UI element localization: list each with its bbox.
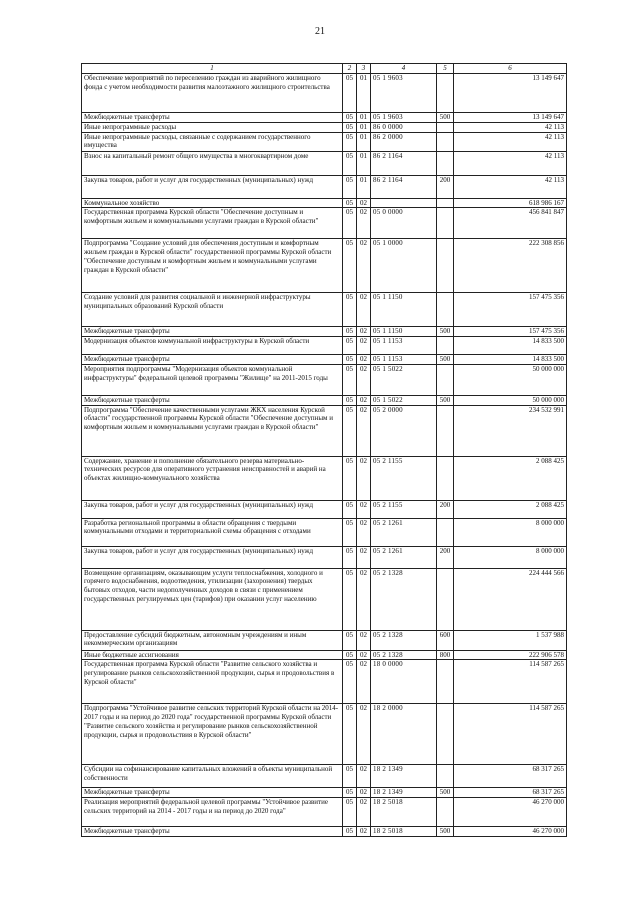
row-subsection: 02 [357,405,371,456]
row-name: Межбюджетные трансферты [82,355,343,365]
row-section: 05 [343,798,357,827]
row-name: Возмещение организациям, оказывающим услуги теплоснабжения, холодного и горячего водоснабжения, водоотведения, утилизации (захоронения) твердых бытовых отходов, части недополученных доходов в связи с применением государственных регулируемых цен (тарифов) при оказании услуг населению [82,568,343,630]
row-subsection: 02 [357,704,371,765]
row-subsection: 01 [357,151,371,175]
row-target-article: 18 2 5018 [371,827,437,837]
row-section: 05 [343,337,357,355]
row-subsection: 02 [357,630,371,650]
row-expense-type [437,456,454,500]
row-subsection: 01 [357,73,371,112]
row-name: Межбюджетные трансферты [82,112,343,122]
row-target-article [371,198,437,208]
row-expense-type: 800 [437,650,454,660]
row-amount: 224 444 566 [454,568,567,630]
table-row [82,293,567,327]
row-amount: 114 587 265 [454,704,567,765]
table-row [82,151,567,175]
table-row [82,239,567,293]
row-subsection: 02 [357,660,371,704]
row-expense-type: 500 [437,827,454,837]
row-subsection: 02 [357,568,371,630]
page-number: 21 [315,26,325,37]
row-target-article: 05 1 1150 [371,327,437,337]
table-row [82,132,567,151]
row-section: 05 [343,355,357,365]
row-subsection: 02 [357,293,371,327]
table-row [82,327,567,337]
row-target-article: 05 2 1328 [371,630,437,650]
row-name: Создание условий для развития социальной и инженерной инфраструктуры муниципальных образований Курской области [82,293,343,327]
row-amount: 456 841 847 [454,208,567,239]
row-name: Межбюджетные трансферты [82,788,343,798]
row-section: 05 [343,122,357,132]
table-row [82,73,567,112]
row-amount: 13 149 647 [454,112,567,122]
row-amount: 14 833 500 [454,337,567,355]
row-expense-type [437,293,454,327]
row-name: Иные непрограммные расходы, связанные с содержанием государственного имущества [82,132,343,151]
table-row [82,175,567,198]
row-target-article: 05 2 1155 [371,500,437,518]
row-section: 05 [343,568,357,630]
row-amount: 618 986 167 [454,198,567,208]
row-expense-type [437,208,454,239]
row-amount: 68 317 265 [454,765,567,788]
row-section: 05 [343,364,357,395]
row-section: 05 [343,73,357,112]
table-row [82,660,567,704]
table-row [82,765,567,788]
row-amount: 42 113 [454,175,567,198]
row-section: 05 [343,650,357,660]
table-row [82,456,567,500]
table-row [82,798,567,827]
row-name: Иные непрограммные расходы [82,122,343,132]
row-subsection: 02 [357,798,371,827]
row-section: 05 [343,208,357,239]
row-section: 05 [343,112,357,122]
row-expense-type [437,132,454,151]
row-subsection: 01 [357,112,371,122]
row-subsection: 02 [357,395,371,405]
row-name: Межбюджетные трансферты [82,827,343,837]
row-name: Межбюджетные трансферты [82,395,343,405]
row-target-article: 86 2 1164 [371,175,437,198]
row-target-article: 05 2 1328 [371,650,437,660]
row-name: Государственная программа Курской области "Обеспечение доступным и комфортным жильем и коммунальными услугами граждан в Курской области" [82,208,343,239]
table-row [82,518,567,546]
row-amount: 42 113 [454,122,567,132]
table-header-row [82,64,567,74]
row-expense-type [437,518,454,546]
row-amount: 50 000 000 [454,395,567,405]
row-subsection: 02 [357,788,371,798]
row-section: 05 [343,327,357,337]
table-row [82,198,567,208]
row-section: 05 [343,546,357,568]
row-target-article: 05 1 1153 [371,337,437,355]
row-amount: 2 088 425 [454,500,567,518]
row-name: Подпрограмма "Создание условий для обеспечения доступным и комфортным жильем граждан в Курской области" государственной программы Курской области "Обеспечение доступным и комфортным жильем и коммунальными услугами граждан в Курской области" [82,239,343,293]
row-name: Обеспечение мероприятий по переселению граждан из аварийного жилищного фонда с учетом необходимости развития малоэтажного жилищного строительства [82,73,343,112]
row-target-article: 18 0 0000 [371,660,437,704]
row-amount: 157 475 356 [454,327,567,337]
row-subsection: 01 [357,122,371,132]
row-subsection: 02 [357,337,371,355]
row-section: 05 [343,788,357,798]
table-row [82,704,567,765]
row-name: Закупка товаров, работ и услуг для государственных (муниципальных) нужд [82,546,343,568]
table-row [82,788,567,798]
row-name: Предоставление субсидий бюджетным, автономным учреждениям и иным некоммерческим организациям [82,630,343,650]
row-expense-type: 500 [437,327,454,337]
row-amount: 234 532 991 [454,405,567,456]
row-expense-type [437,765,454,788]
table-row [82,546,567,568]
budget-table [81,63,567,837]
row-amount: 222 308 856 [454,239,567,293]
row-expense-type: 600 [437,630,454,650]
row-target-article: 18 2 5018 [371,798,437,827]
row-target-article: 05 1 0000 [371,239,437,293]
row-name: Модернизация объектов коммунальной инфраструктуры в Курской области [82,337,343,355]
row-target-article: 05 2 0000 [371,405,437,456]
row-target-article: 05 2 1261 [371,518,437,546]
row-target-article: 05 2 1155 [371,456,437,500]
row-subsection: 02 [357,355,371,365]
row-name: Подпрограмма "Устойчивое развитие сельских территорий Курской области на 2014-2017 годы и на период до 2020 года" государственной программы Курской области "Развитие сельского хозяйства и регулирование рынков сельскохозяйственной продукции, сырья и продовольствия в Курской области" [82,704,343,765]
table-row [82,500,567,518]
row-name: Государственная программа Курской области "Развитие сельского хозяйства и регулирование рынков сельскохозяйственной продукции, сырья и продовольствия в Курской области" [82,660,343,704]
row-name: Закупка товаров, работ и услуг для государственных (муниципальных) нужд [82,500,343,518]
table-row [82,337,567,355]
row-expense-type: 500 [437,395,454,405]
row-name: Подпрограмма "Обеспечение качественными услугами ЖКХ населения Курской области" государственной программы Курской области "Обеспечение доступным и комфортным жильем и коммунальными услугами граждан в Курской области" [82,405,343,456]
table-row [82,630,567,650]
row-subsection: 01 [357,132,371,151]
row-expense-type [437,660,454,704]
row-amount: 114 587 265 [454,660,567,704]
row-expense-type [437,405,454,456]
row-target-article: 18 2 1349 [371,765,437,788]
row-target-article: 86 2 0000 [371,132,437,151]
row-section: 05 [343,456,357,500]
row-section: 05 [343,175,357,198]
table-row [82,364,567,395]
row-expense-type [437,364,454,395]
row-expense-type: 500 [437,788,454,798]
row-subsection: 02 [357,546,371,568]
row-subsection: 02 [357,198,371,208]
row-subsection: 02 [357,327,371,337]
row-amount: 157 475 356 [454,293,567,327]
row-subsection: 02 [357,364,371,395]
row-amount: 222 906 578 [454,650,567,660]
row-target-article: 05 1 9603 [371,112,437,122]
row-expense-type [437,239,454,293]
row-target-article: 86 2 1164 [371,151,437,175]
row-section: 05 [343,405,357,456]
row-expense-type [437,198,454,208]
header-col-name: 1 [82,64,343,74]
row-section: 05 [343,395,357,405]
row-amount: 2 088 425 [454,456,567,500]
row-name: Разработка региональной программы в области обращения с твердыми коммунальными отходами и территориальной схемы обращения с отходами [82,518,343,546]
table-row [82,827,567,837]
row-amount: 42 113 [454,132,567,151]
row-target-article: 05 1 9603 [371,73,437,112]
row-name: Межбюджетные трансферты [82,327,343,337]
row-expense-type: 200 [437,546,454,568]
row-name: Реализация мероприятий федеральной целевой программы "Устойчивое развитие сельских территорий на 2014 - 2017 годы и на период до 2020 года" [82,798,343,827]
row-target-article: 18 2 0000 [371,704,437,765]
row-target-article: 05 1 1150 [371,293,437,327]
row-expense-type [437,568,454,630]
row-amount: 13 149 647 [454,73,567,112]
row-target-article: 05 0 0000 [371,208,437,239]
row-amount: 1 537 988 [454,630,567,650]
row-expense-type [437,704,454,765]
row-target-article: 05 1 5022 [371,395,437,405]
row-target-article: 05 2 1261 [371,546,437,568]
row-section: 05 [343,827,357,837]
row-target-article: 05 2 1328 [371,568,437,630]
row-section: 05 [343,293,357,327]
row-subsection: 02 [357,239,371,293]
table-row [82,112,567,122]
row-amount: 14 833 500 [454,355,567,365]
row-section: 05 [343,500,357,518]
row-target-article: 86 0 0000 [371,122,437,132]
row-name: Коммунальное хозяйство [82,198,343,208]
row-section: 05 [343,630,357,650]
row-section: 05 [343,660,357,704]
row-name: Субсидии на софинансирование капитальных вложений в объекты муниципальной собственности [82,765,343,788]
row-amount: 46 270 000 [454,827,567,837]
row-section: 05 [343,151,357,175]
row-section: 05 [343,765,357,788]
row-name: Мероприятия подпрограммы "Модернизация объектов коммунальной инфраструктуры" федеральной целевой программы "Жилище" на 2011-2015 годы [82,364,343,395]
header-col-amount: 6 [454,64,567,74]
row-subsection: 02 [357,765,371,788]
row-section: 05 [343,518,357,546]
row-amount: 68 317 265 [454,788,567,798]
row-target-article: 05 1 1153 [371,355,437,365]
row-section: 05 [343,132,357,151]
row-section: 05 [343,198,357,208]
row-expense-type: 200 [437,175,454,198]
row-target-article: 05 1 5022 [371,364,437,395]
row-amount: 50 000 000 [454,364,567,395]
row-amount: 42 113 [454,151,567,175]
row-name: Иные бюджетные ассигнования [82,650,343,660]
row-amount: 8 000 000 [454,546,567,568]
row-expense-type [437,73,454,112]
row-subsection: 02 [357,456,371,500]
header-col-expense-type: 5 [437,64,454,74]
row-section: 05 [343,704,357,765]
table-row [82,208,567,239]
row-subsection: 02 [357,650,371,660]
row-subsection: 01 [357,175,371,198]
row-name: Взнос на капитальный ремонт общего имущества в многоквартирном доме [82,151,343,175]
row-subsection: 02 [357,208,371,239]
row-subsection: 02 [357,518,371,546]
row-subsection: 02 [357,827,371,837]
row-expense-type: 200 [437,500,454,518]
table-row [82,122,567,132]
row-name: Закупка товаров, работ и услуг для государственных (муниципальных) нужд [82,175,343,198]
row-expense-type [437,798,454,827]
row-expense-type: 500 [437,112,454,122]
row-section: 05 [343,239,357,293]
header-col-subsection: 3 [357,64,371,74]
table-row [82,395,567,405]
row-expense-type [437,337,454,355]
row-amount: 46 270 000 [454,798,567,827]
table-row [82,355,567,365]
table-row [82,405,567,456]
header-col-target-article: 4 [371,64,437,74]
row-expense-type [437,122,454,132]
row-amount: 8 000 000 [454,518,567,546]
row-expense-type [437,151,454,175]
row-expense-type: 500 [437,355,454,365]
row-subsection: 02 [357,500,371,518]
header-col-section: 2 [343,64,357,74]
table-row [82,568,567,630]
row-target-article: 18 2 1349 [371,788,437,798]
row-name: Содержание, хранение и пополнение обязательного резерва материально-технических ресурсов для оперативного устранения неисправностей и аварий на объектах жилищно-коммунального хозяйства [82,456,343,500]
table-row [82,650,567,660]
